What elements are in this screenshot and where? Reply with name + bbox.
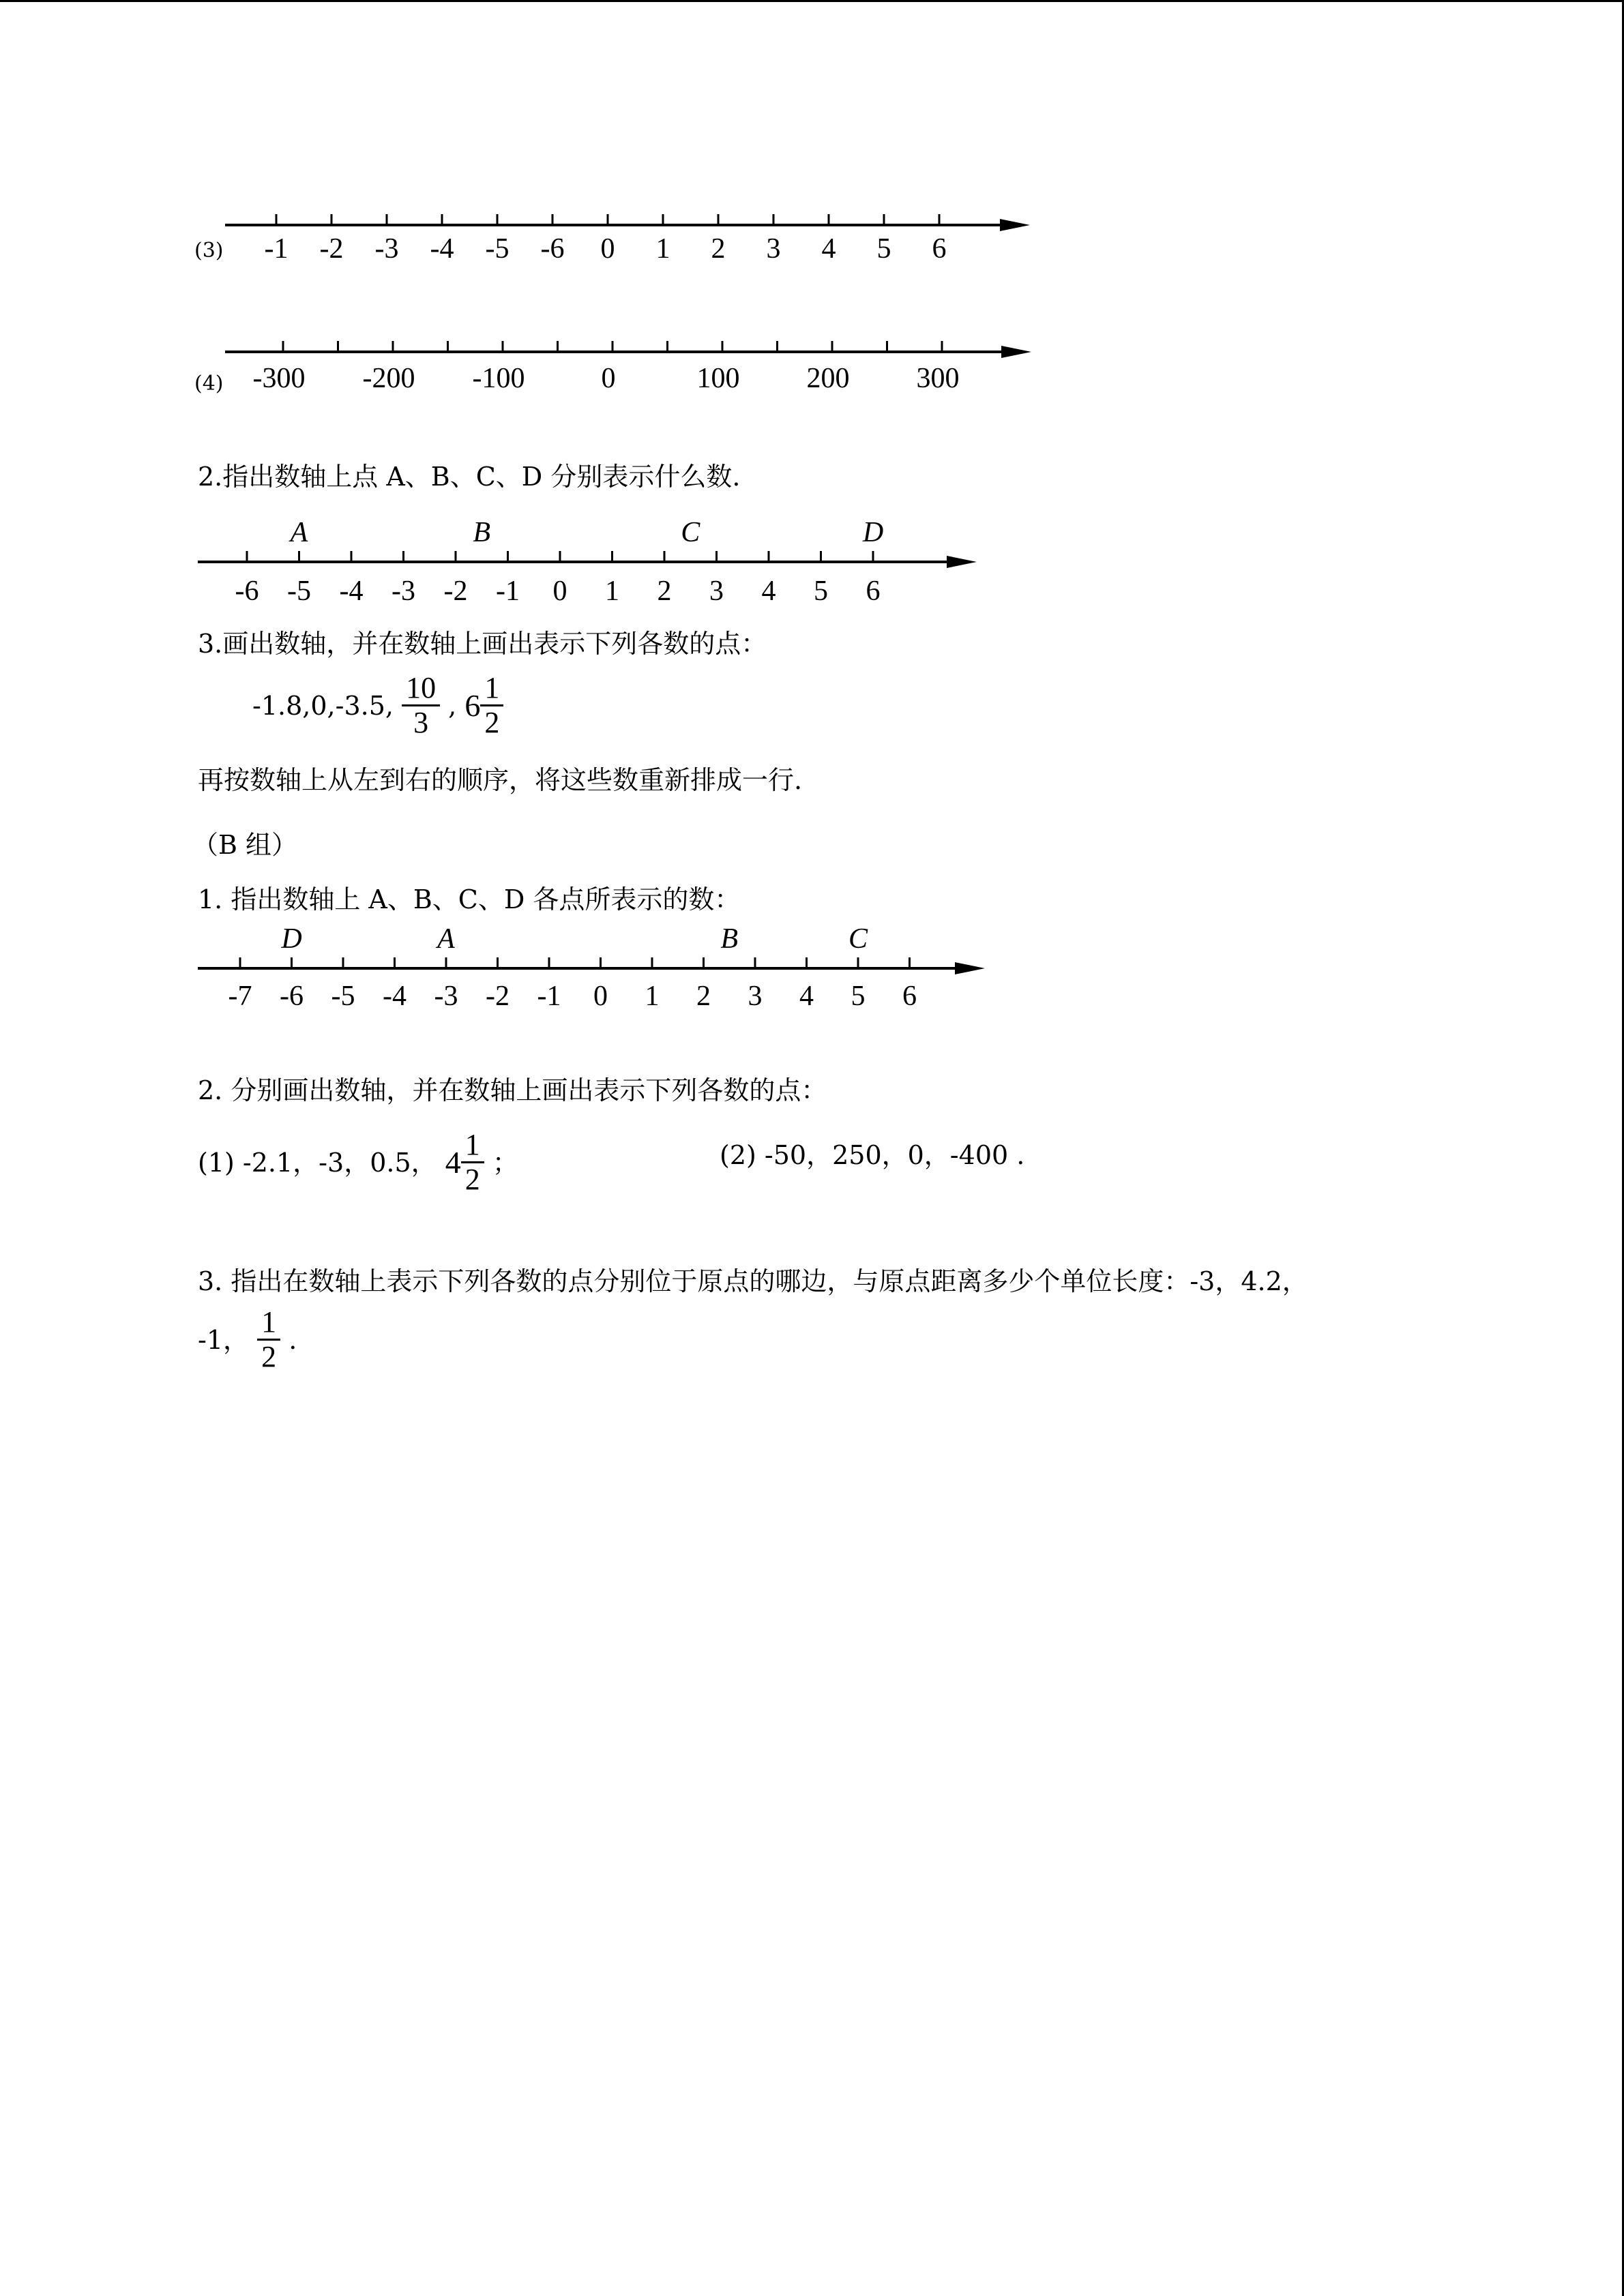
a3-tick-label: 3	[766, 233, 781, 265]
b2-part1-numbers: (1) -2.1，-3，0.5，	[198, 1147, 437, 1178]
b1-tick-label: 5	[851, 981, 866, 1012]
a3-tick-label: 4	[821, 233, 836, 265]
question-3-followup: 再按数轴上从左到右的顺序，将这些数重新排成一行.	[198, 765, 803, 795]
q2-tick-label: -1	[496, 576, 520, 607]
b-question-3-text: 3. 指出在数轴上表示下列各数的点分别位于原点的哪边，与原点距离多少个单位长度：-3，4.2，	[198, 1266, 1308, 1296]
q2-tick-label: 6	[866, 576, 881, 607]
a4-arrow-head	[1001, 346, 1031, 358]
q2-tick-label: -5	[287, 576, 311, 607]
q3-frac-den: 3	[413, 706, 429, 740]
b1-tick-label: -2	[486, 981, 510, 1012]
b1-point-label: C	[848, 923, 868, 955]
q2-arrow-head	[947, 556, 977, 568]
b-question-3-line-2	[198, 1306, 297, 1374]
a4-tick-label: -100	[472, 363, 525, 394]
b3-frac-num: 1	[257, 1306, 280, 1341]
b1-tick-label: 3	[748, 981, 763, 1012]
q3-frac-num: 10	[402, 672, 440, 706]
q3-decimal-list: -1.8,0,-3.5,	[252, 690, 394, 721]
b1-tick-label: -1	[537, 981, 561, 1012]
a3-tick-label: 2	[711, 233, 726, 265]
b1-tick-label: -4	[383, 981, 407, 1012]
b-question-2-part-2: (2) -50，250，0，-400 .	[720, 1140, 1025, 1170]
a4-tick-label: 0	[601, 363, 616, 394]
axis-4-label: (4)	[194, 372, 224, 396]
q2-point-label: D	[862, 517, 884, 548]
b2-mixed-den: 2	[464, 1163, 480, 1197]
a3-tick-label: -4	[430, 233, 454, 265]
q3-mixed-num: 1	[480, 672, 503, 706]
q2-tick-label: 2	[657, 576, 672, 607]
b2-part1-suffix: ；	[492, 1147, 518, 1178]
a3-tick-label: 0	[600, 233, 615, 265]
q3-mixed-fraction	[480, 672, 503, 740]
a3-tick-label: -3	[374, 233, 399, 265]
q3-separator: ,	[448, 690, 457, 721]
a3-tick-label: -2	[319, 233, 344, 265]
q2-point-label: A	[290, 517, 308, 548]
a3-tick-label: 5	[876, 233, 891, 265]
a4-tick-label: -200	[362, 363, 415, 394]
q2-tick-label: -3	[392, 576, 415, 607]
question-3-text: 3.画出数轴，并在数轴上画出表示下列各数的点：	[198, 629, 767, 659]
b3-line2-suffix: .	[289, 1324, 297, 1355]
axis-3-label: (3)	[194, 239, 224, 263]
b2-mixed-whole: 4	[445, 1144, 461, 1180]
b2-mixed-num: 1	[461, 1129, 484, 1163]
b3-fraction-1-2	[257, 1306, 280, 1374]
b1-point-label: B	[720, 923, 739, 955]
q2-tick-label: -4	[339, 576, 364, 607]
b1-tick-label: 6	[902, 981, 917, 1012]
group-b-title: （B 组）	[192, 830, 298, 860]
question-3-numbers	[252, 672, 503, 740]
a4-tick-label: 300	[916, 363, 960, 394]
a3-tick-label: 1	[655, 233, 670, 265]
b2-mixed-fraction	[461, 1129, 484, 1197]
b1-tick-label: 2	[696, 981, 711, 1012]
a3-tick-label: -6	[540, 233, 565, 265]
q2-tick-label: 3	[709, 576, 724, 607]
a4-tick-label: 200	[806, 363, 850, 394]
b1-point-label: D	[281, 923, 302, 955]
b1-tick-label: -7	[228, 981, 252, 1012]
q2-point-label: B	[473, 517, 491, 548]
b-question-1-text: 1. 指出数轴上 A、B、C、D 各点所表示的数：	[198, 884, 741, 914]
a4-tick-label: 100	[696, 363, 740, 394]
q3-mixed-den: 2	[484, 706, 500, 740]
a3-tick-label: -1	[264, 233, 289, 265]
b3-line2-prefix: -1，	[198, 1324, 250, 1355]
b-question-2-part-1	[198, 1129, 518, 1197]
b3-frac-den: 2	[261, 1340, 277, 1374]
b1-arrow-head	[955, 962, 985, 974]
q2-tick-label: 0	[552, 576, 567, 607]
question-2-text: 2.指出数轴上点 A、B、C、D 分别表示什么数.	[198, 462, 741, 492]
q3-mixed-whole: 6	[464, 687, 481, 723]
b1-tick-label: -3	[434, 981, 458, 1012]
a3-tick-label: -5	[485, 233, 510, 265]
a4-tick-label: -300	[252, 363, 306, 394]
a3-arrow-head	[1000, 219, 1030, 231]
q2-tick-label: -6	[235, 576, 259, 607]
a3-tick-label: 6	[932, 233, 947, 265]
q2-tick-label: -2	[443, 576, 468, 607]
b-question-2-text: 2. 分别画出数轴，并在数轴上画出表示下列各数的点：	[198, 1075, 827, 1105]
b1-tick-label: -5	[331, 981, 355, 1012]
b1-tick-label: 4	[799, 981, 814, 1012]
q2-tick-label: 5	[814, 576, 828, 607]
b1-tick-label: 0	[593, 981, 608, 1012]
b1-tick-label: -6	[280, 981, 304, 1012]
b1-tick-label: 1	[645, 981, 660, 1012]
q2-point-label: C	[681, 517, 700, 548]
q2-tick-label: 1	[605, 576, 619, 607]
b1-point-label: A	[437, 923, 455, 955]
q3-fraction-10-3	[402, 672, 440, 740]
q2-tick-label: 4	[761, 576, 776, 607]
